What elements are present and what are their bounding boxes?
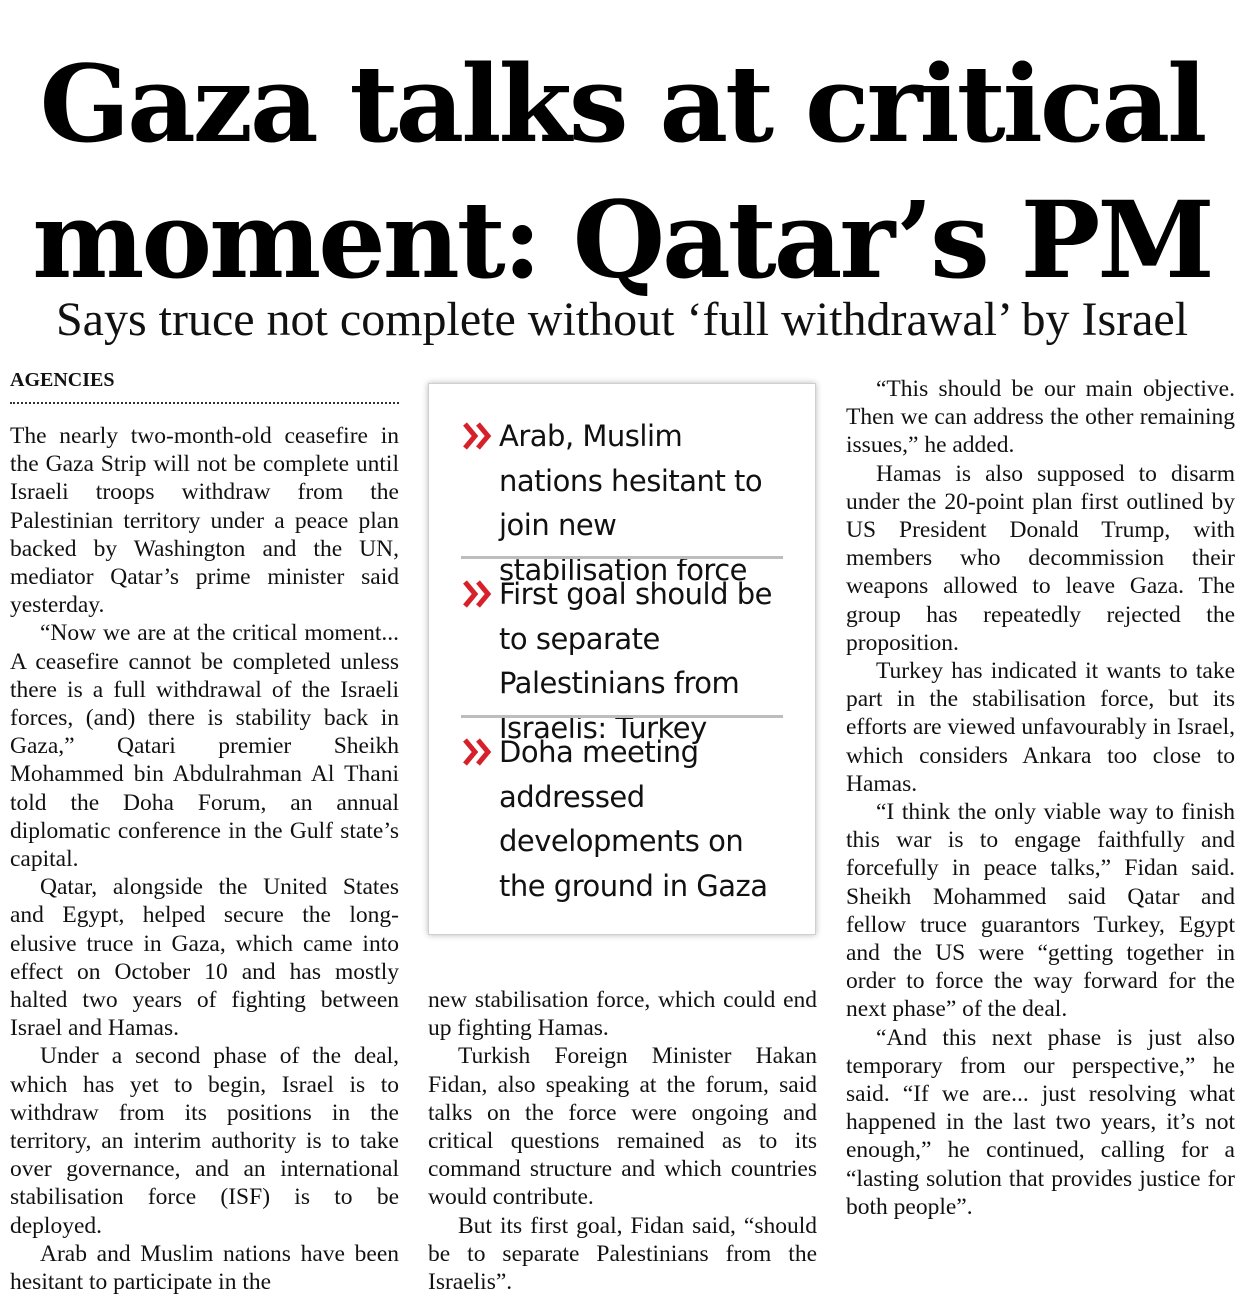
- article-column-3: [846, 375, 1235, 1299]
- headline-line-2: moment: Qatar’s PM: [32, 177, 1212, 302]
- pullquote-text: Arab, Muslim nations hesitant to join new stabilisation force: [499, 419, 763, 587]
- pullquote-item: [461, 414, 783, 592]
- article-paragraph: “This should be our main objective. Then we can address the other remaining issues,” he added.: [846, 376, 1235, 459]
- pullquote-text: First goal should be to separate Palestinians from Israelis: Turkey: [499, 577, 772, 745]
- pullquote-box: [428, 383, 816, 935]
- headline: [0, 36, 1244, 308]
- byline: AGENCIES: [10, 366, 399, 404]
- article-paragraph: The nearly two-month-old ceasefire in the Gaza Strip will not be complete until Israeli troops withdraw from the Palestinian territory under a peace plan backed by Washington and the UN, mediator Qatar’s prime minister said yesterday.: [10, 423, 399, 619]
- article-paragraph: Hamas is also supposed to disarm under the 20-point plan first outlined by US President Donald Trump, with members who decommission their weapons allowed to leave Gaza. The group has repeatedly rejected the proposition.: [846, 460, 1235, 656]
- pullquote-divider: [461, 556, 783, 559]
- article-paragraph: Under a second phase of the deal, which has yet to begin, Israel is to withdraw from its positions in the territory, an interim authority is to take over governance, and an international stabilisation force (ISF) is to be deployed.: [10, 1043, 399, 1239]
- subheadline: Says truce not complete without ‘full withdrawal’ by Israel: [55, 293, 1189, 346]
- article-paragraph: Arab and Muslim nations have been hesitant to participate in the: [10, 1240, 399, 1296]
- article-paragraph: new stabilisation force, which could end up fighting Hamas.: [428, 987, 817, 1042]
- pullquote-item: [461, 572, 783, 750]
- article-paragraph: “I think the only viable way to finish this war is to engage faithfully and forcefully in peace talks,” Fidan said. Sheikh Mohammed said Qatar and fellow truce guarantors Turkey, Egypt and the US were “getting together in order to force the way forward for the next phase” of the deal.: [846, 799, 1235, 1023]
- pullquote-item: [461, 730, 783, 908]
- pullquote-text: Doha meeting addressed developments on the ground in Gaza: [499, 735, 768, 903]
- headline-line-1: Gaza talks at critical: [39, 41, 1205, 166]
- article-paragraph: Turkish Foreign Minister Hakan Fidan, also speaking at the forum, said talks on the force were ongoing and critical questions remained as to its command structure and which countries would contribute.: [428, 1043, 817, 1211]
- article-column-1: [10, 422, 399, 1298]
- article-paragraph: But its first goal, Fidan said, “should be to separate Palestinians from the Israelis”.: [428, 1212, 817, 1296]
- article-paragraph: Qatar, alongside the United States and Egypt, helped secure the long-elusive truce in Gaza, which came into effect on October 10 and has mostly halted two years of fighting between Israel and Hamas.: [10, 874, 399, 1042]
- pullquote-divider: [461, 715, 783, 718]
- double-chevron-right-icon: [461, 736, 501, 768]
- double-chevron-right-icon: [461, 420, 501, 452]
- article-paragraph: Turkey has indicated it wants to take part in the stabilisation force, but its efforts are viewed unfavourably in Israel, which considers Ankara too close to Hamas.: [846, 658, 1235, 797]
- article-column-2: [428, 986, 817, 1298]
- article-paragraph: “And this next phase is just also temporary from our perspective,” he said. “If we are... just resolving what happened in the last two years, it’s not enough,” he continued, calling for a “lasting solution that provides justice for both people”.: [846, 1024, 1235, 1220]
- article-paragraph: “Now we are at the critical moment... A ceasefire cannot be completed unless there is a full withdrawal of the Israeli forces, (and) there is stability back in Gaza,” Qatari premier Sheikh Mohammed bin Abdulrahman Al Thani told the Doha Forum, an annual diplomatic conference in the Gulf state’s capital.: [10, 620, 399, 873]
- double-chevron-right-icon: [461, 578, 501, 610]
